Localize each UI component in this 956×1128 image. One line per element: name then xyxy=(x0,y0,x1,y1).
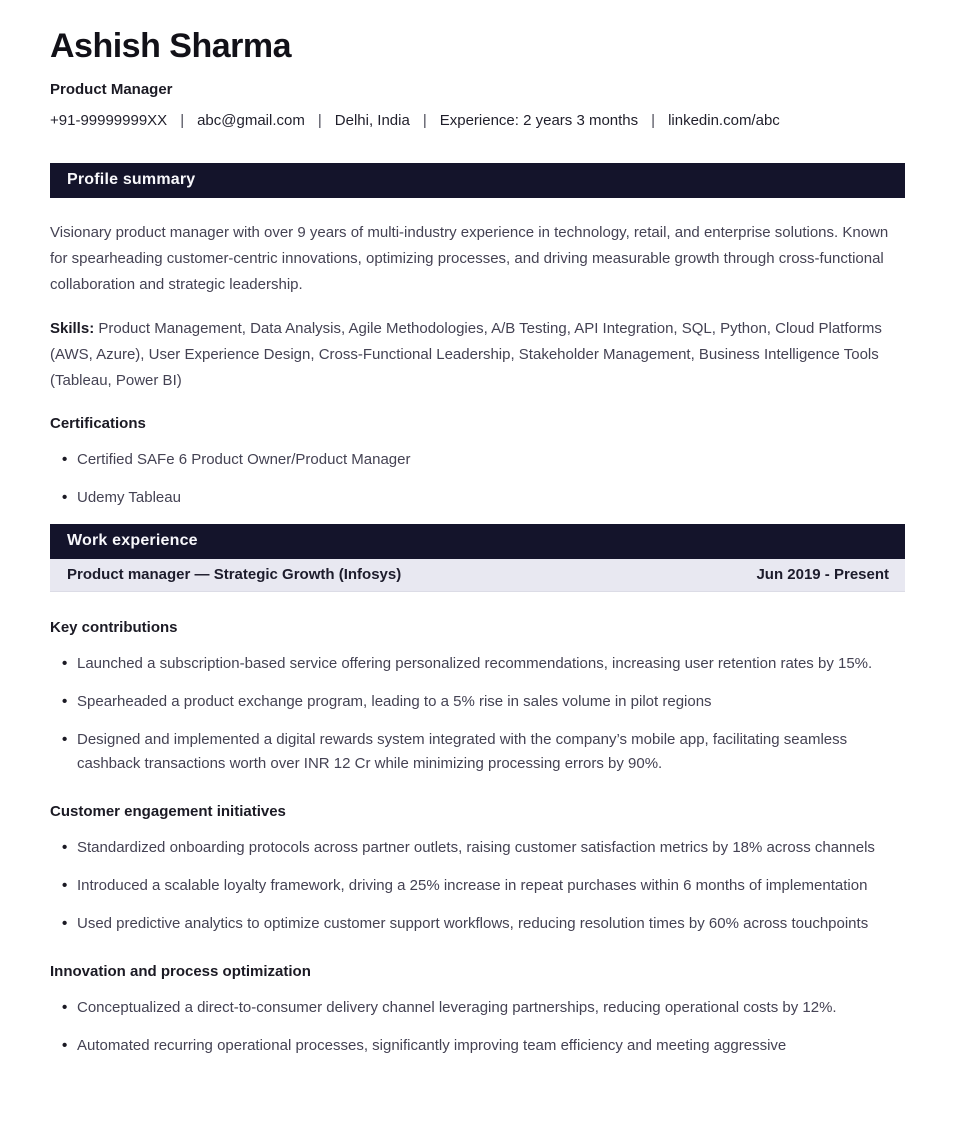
contact-phone: +91-99999999XX xyxy=(50,111,168,129)
contact-separator: | xyxy=(422,111,427,129)
list-item: • Conceptualized a direct-to-consumer delivery channel leveraging partnerships, reducing operational costs by 12%. xyxy=(62,996,905,1020)
contact-separator: | xyxy=(180,111,185,129)
certifications-list xyxy=(50,448,905,510)
group-heading-key-contributions: Key contributions xyxy=(50,618,178,636)
innovation-optimization-list xyxy=(50,996,905,1058)
section-title: Work experience xyxy=(67,532,198,550)
key-contributions-list xyxy=(50,652,905,776)
list-item: • Used predictive analytics to optimize customer support workflows, reducing resolution times by 60% across touchpoints xyxy=(62,912,905,936)
list-item: • Certified SAFe 6 Product Owner/Product Manager xyxy=(62,448,905,472)
work-experience-section xyxy=(50,524,905,1058)
certifications-heading: Certifications xyxy=(50,414,146,432)
profile-summary-section xyxy=(50,163,905,510)
list-item: • Launched a subscription-based service offering personalized recommendations, increasing user retention rates by 15%. xyxy=(62,652,905,676)
group-heading-customer-engagement: Customer engagement initiatives xyxy=(50,802,286,820)
list-item: • Standardized onboarding protocols across partner outlets, raising customer satisfaction metrics by 18% across channels xyxy=(62,836,905,860)
list-item: • Automated recurring operational processes, significantly improving team efficiency and meeting aggressive xyxy=(62,1034,905,1058)
skills-paragraph xyxy=(50,316,905,394)
job-title: Product manager — Strategic Growth (Infosys) xyxy=(67,566,402,584)
candidate-name: Ashish Sharma xyxy=(50,27,292,65)
section-header-profile-summary xyxy=(50,163,905,198)
list-item: • Designed and implemented a digital rewards system integrated with the company’s mobile app, facilitating seamless cashback transactions worth over INR 12 Cr while minimizing processing errors by 90%. xyxy=(62,728,905,776)
customer-engagement-list xyxy=(50,836,905,936)
section-header-work-experience xyxy=(50,524,905,559)
section-title: Profile summary xyxy=(67,171,196,189)
contact-separator: | xyxy=(317,111,322,129)
contact-row xyxy=(50,112,905,129)
contact-email: abc@gmail.com xyxy=(197,111,305,129)
list-item: • Udemy Tableau xyxy=(62,486,905,510)
contact-location: Delhi, India xyxy=(334,111,410,129)
skills-text: Product Management, Data Analysis, Agile Methodologies, A/B Testing, API Integration, SQL, Python, Cloud Platforms (AWS, Azure), User Experience Design, Cross-Functional Leadership, Stakeholder Management, Business Intelligence Tools (Tableau, Power BI) xyxy=(50,319,882,389)
contact-linkedin: linkedin.com/abc xyxy=(668,111,780,129)
list-item: • Introduced a scalable loyalty framework, driving a 25% increase in repeat purchases within 6 months of implementation xyxy=(62,874,905,898)
job-row xyxy=(50,559,905,592)
profile-summary-paragraph: Visionary product manager with over 9 years of multi-industry experience in technology, retail, and enterprise solutions. Known for spearheading customer-centric innovations, optimizing processes, and driving measurable growth through cross-functional collaboration and strategic leadership. xyxy=(50,223,889,293)
list-item: • Spearheaded a product exchange program, leading to a 5% rise in sales volume in pilot regions xyxy=(62,690,905,714)
group-heading-innovation-optimization: Innovation and process optimization xyxy=(50,962,311,980)
skills-label: Skills: xyxy=(50,319,95,337)
contact-separator: | xyxy=(651,111,656,129)
resume-header xyxy=(50,26,905,129)
contact-experience: Experience: 2 years 3 months xyxy=(439,111,639,129)
candidate-title: Product Manager xyxy=(50,80,173,98)
job-dates: Jun 2019 - Present xyxy=(756,566,889,584)
